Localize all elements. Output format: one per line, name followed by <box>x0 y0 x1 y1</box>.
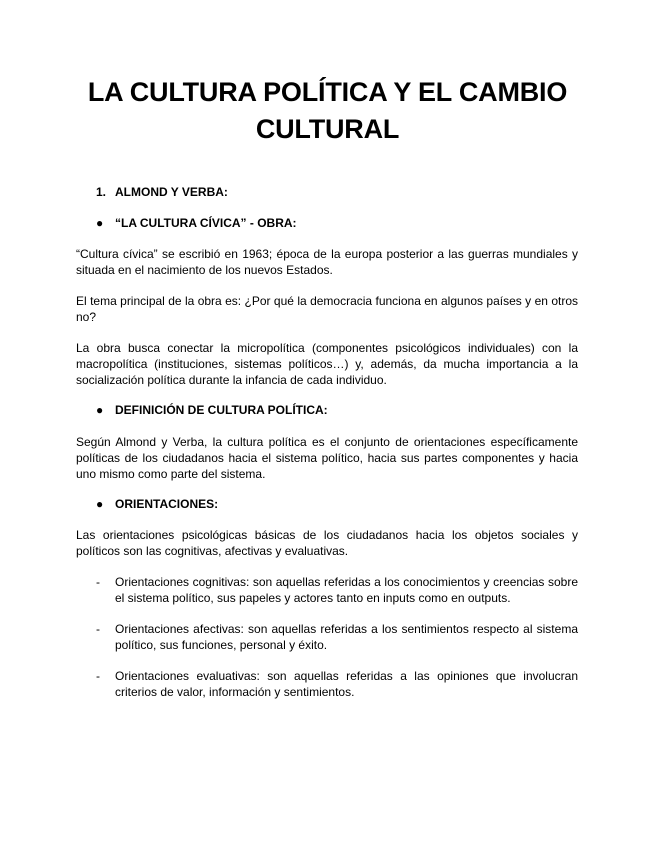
dash-marker: - <box>96 669 100 683</box>
paragraph-tema-principal: El tema principal de la obra es: ¿Por qué la democracia funciona en algunos países y en otros no? <box>76 294 578 324</box>
list-item-evaluativas <box>96 668 578 700</box>
list-item-text: Orientaciones afectivas: son aquellas referidas a los sentimientos respecto al sistema político, sus funciones, personal y éxito. <box>115 622 578 652</box>
list-item-text: Orientaciones evaluativas: son aquellas referidas a las opiniones que involucran criterios de valor, información y sentimientos. <box>115 669 578 699</box>
paragraph-micropolitica: La obra busca conectar la micropolítica (componentes psicológicos individuales) con la macropolítica (instituciones, sistemas políticos…) y, además, da mucha importancia a la socialización política durante la infancia de cada individuo. <box>76 341 578 387</box>
list-item-cognitivas <box>96 574 578 606</box>
paragraph-cultura-civica: “Cultura cívica” se escribió en 1963; época de la europa posterior a las guerras mundiales y situada en el nacimiento de los nuevos Estados. <box>76 247 578 277</box>
paragraph-definicion: Según Almond y Verba, la cultura política es el conjunto de orientaciones específicamente políticas de los ciudadanos hacia el sistema político, hacia sus partes componentes y hacia uno mismo como parte del sistema. <box>76 435 578 481</box>
section-heading-text: ALMOND Y VERBA: <box>115 185 228 199</box>
dash-marker: - <box>96 575 100 589</box>
section-heading-text: ORIENTACIONES: <box>115 497 219 511</box>
section-heading-text: “LA CULTURA CÍVICA” - OBRA: <box>115 216 297 230</box>
section-heading-definicion <box>96 402 328 418</box>
list-item-text: Orientaciones cognitivas: son aquellas referidas a los conocimientos y creencias sobre el sistema político, sus papeles y actores tanto en inputs como en outputs. <box>115 575 578 605</box>
numbered-marker: 1. <box>96 185 107 199</box>
bullet-icon: ● <box>96 497 104 511</box>
section-heading-orientaciones <box>96 496 218 512</box>
paragraph-orientaciones-intro: Las orientaciones psicológicas básicas de los ciudadanos hacia los objetos sociales y políticos son las cognitivas, afectivas y evaluativas. <box>76 528 578 558</box>
list-item-afectivas <box>96 621 578 653</box>
bullet-icon: ● <box>96 216 104 230</box>
section-heading-cultura-civica <box>96 215 297 231</box>
page-title: LA CULTURA POLÍTICA Y EL CAMBIO CULTURAL <box>87 77 568 144</box>
bullet-icon: ● <box>96 403 104 417</box>
dash-marker: - <box>96 622 100 636</box>
section-heading-almond-verba <box>96 184 228 200</box>
section-heading-text: DEFINICIÓN DE CULTURA POLÍTICA: <box>115 403 328 417</box>
